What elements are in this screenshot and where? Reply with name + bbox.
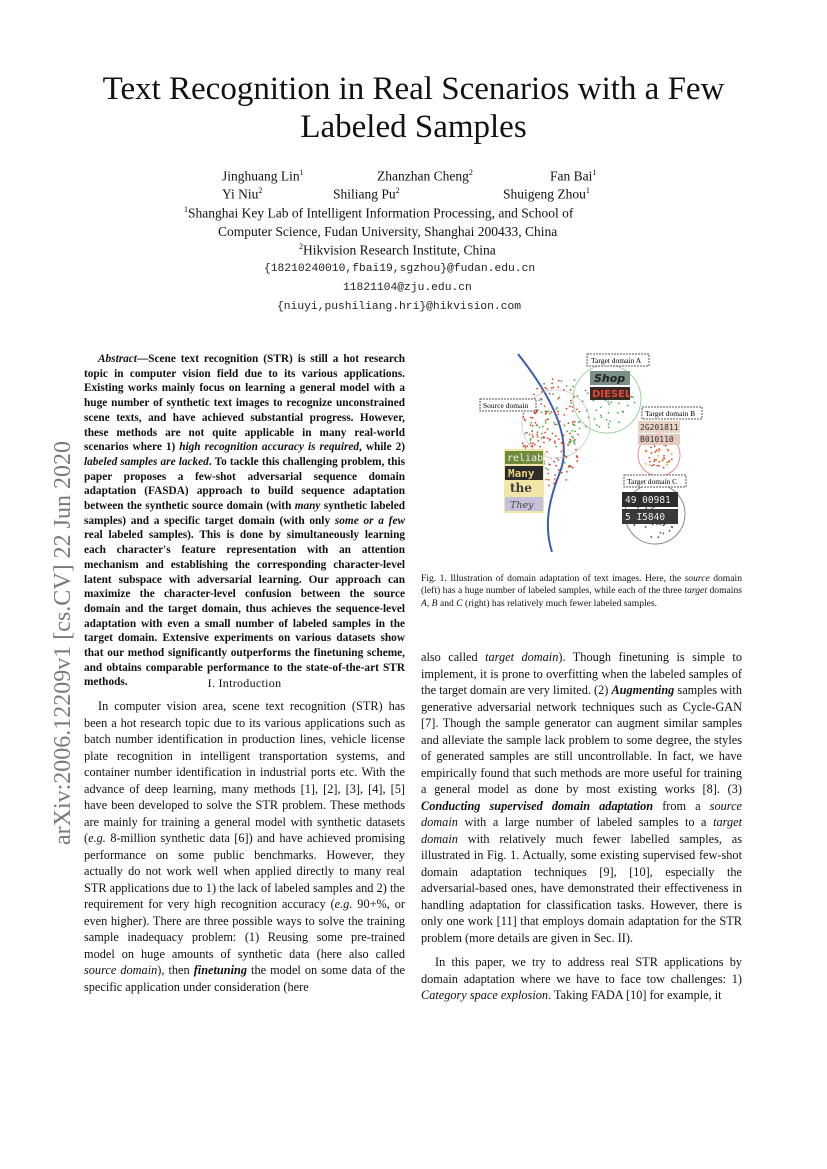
scatter-point (548, 418, 550, 420)
scatter-point (573, 396, 575, 398)
scatter-point (595, 409, 597, 411)
scatter-point (572, 386, 574, 388)
svg-text:49 00981: 49 00981 (625, 495, 671, 506)
scatter-point (549, 439, 551, 441)
scatter-point (541, 411, 543, 413)
scatter-point (563, 389, 565, 391)
scatter-point (559, 421, 561, 423)
scatter-point (558, 438, 560, 440)
scatter-point (554, 411, 556, 413)
scatter-point (531, 434, 533, 436)
scatter-point (588, 417, 590, 419)
scatter-point (552, 433, 554, 435)
scatter-point (660, 532, 662, 534)
scatter-point (607, 401, 609, 403)
scatter-point (532, 425, 534, 427)
scatter-point (578, 421, 580, 423)
scatter-point (544, 405, 546, 407)
scatter-point (553, 483, 555, 485)
scatter-point (662, 459, 664, 461)
scatter-point (558, 380, 560, 382)
scatter-point (662, 524, 664, 526)
abstract-lead: Abstract (98, 353, 137, 365)
figure-1-domain-adaptation (474, 352, 704, 552)
scatter-point (658, 461, 660, 463)
label-source (480, 399, 536, 411)
scatter-point (555, 481, 557, 483)
scatter-point (562, 449, 564, 451)
scatter-point (544, 410, 546, 412)
scatter-point (532, 446, 534, 448)
scatter-point (545, 413, 547, 415)
scatter-point (551, 411, 553, 413)
scatter-point (601, 416, 603, 418)
scatter-point (663, 455, 665, 457)
scatter-point (657, 536, 659, 538)
scatter-point (555, 446, 557, 448)
scatter-point (596, 424, 598, 426)
scatter-point (582, 400, 584, 402)
label-target-b (642, 407, 702, 419)
arxiv-id: arXiv:2006.12209v1 [cs.CV] 22 Jun 2020 (50, 441, 76, 845)
scatter-point (618, 402, 620, 404)
scatter-point (577, 395, 579, 397)
svg-text:the: the (510, 481, 532, 495)
scatter-point (618, 421, 620, 423)
scatter-point (598, 426, 600, 428)
scatter-point (632, 396, 634, 398)
scatter-point (566, 471, 568, 473)
scatter-point (560, 451, 562, 453)
scatter-point (524, 445, 526, 447)
scatter-point (534, 444, 536, 446)
scatter-point (548, 485, 550, 487)
scatter-point (576, 408, 578, 410)
crop-target-a (590, 371, 632, 400)
scatter-point (566, 385, 568, 387)
svg-text:2G201811: 2G201811 (640, 423, 679, 432)
scatter-point (544, 432, 546, 434)
scatter-point (663, 457, 665, 459)
scatter-point (600, 406, 602, 408)
scatter-point (579, 427, 581, 429)
scatter-point (535, 422, 537, 424)
scatter-point (563, 434, 565, 436)
figure-1-illustration (474, 352, 704, 552)
scatter-point (554, 440, 556, 442)
scatter-point (538, 399, 540, 401)
scatter-point (653, 464, 655, 466)
scatter-point (524, 433, 526, 435)
scatter-point (572, 467, 574, 469)
scatter-point (536, 388, 538, 390)
scatter-point (654, 451, 656, 453)
scatter-point (558, 469, 560, 471)
scatter-point (563, 414, 565, 416)
paper-title (60, 70, 767, 146)
scatter-point (587, 392, 589, 394)
scatter-point (545, 468, 547, 470)
svg-text:B010110: B010110 (640, 435, 674, 444)
scatter-point (567, 444, 569, 446)
scatter-point (572, 410, 574, 412)
scatter-point (574, 430, 576, 432)
scatter-point (554, 474, 556, 476)
scatter-point (546, 388, 548, 390)
scatter-point (542, 426, 544, 428)
scatter-point (532, 436, 534, 438)
scatter-point (541, 437, 543, 439)
scatter-point (552, 378, 554, 380)
scatter-point (554, 424, 556, 426)
scatter-point (658, 448, 660, 450)
scatter-point (530, 442, 532, 444)
scatter-point (564, 425, 566, 427)
author-5: Shiliang Pu$^2$ (333, 186, 400, 202)
crop-target-c (622, 492, 678, 524)
scatter-point (565, 479, 567, 481)
svg-text:Source domain: Source domain (483, 401, 529, 410)
scatter-point (523, 418, 525, 420)
figure-1-caption: Fig. 1. Illustration of domain adaptation of text images. Here, the source domain (left) has a huge number of labeled samples, while each of the three target domains A, B and C (right) has relatively much fewer labeled samples. (421, 573, 742, 609)
scatter-point (547, 428, 549, 430)
scatter-point (627, 405, 629, 407)
email-line-2: 11821104@zju.edu.cn (343, 282, 472, 294)
scatter-point (537, 440, 539, 442)
scatter-point (564, 462, 566, 464)
scatter-point (634, 402, 636, 404)
scatter-point (547, 437, 549, 439)
author-2: Zhanzhan Cheng$^2$ (377, 168, 473, 184)
scatter-point (656, 465, 658, 467)
scatter-point (585, 390, 587, 392)
affiliation-2: $^2$Hikvision Research Institute, China (299, 242, 496, 258)
abstract: Abstract—Scene text recognition (STR) is still a hot research topic in computer vision field due to its various applications. Existing works mainly focus on learning a general model with a huge number of synthetic text images to recognize unconstrained scene texts, and have achieved substantial progress. However, these methods are not quite applicable in many real-world scenarios where 1) high recognition accuracy is required, while 2) labeled samples are lacked. To tackle this challenging problem, this paper proposes a few-shot adversarial sequence domain adaptation (FASDA) approach to build sequence adaptation between the synthetic source domain (with many synthetic labeled samples) and a specific target domain (with only some or a few real labeled samples). This is done by simultaneously learning each character's feature representation with an attention mechanism and establishing the corresponding character-level latent subspace with adversarial learning. Our approach can maximize the character-level confusion between the source domain and the target domain, thus achieves the sequence-level adaptation with even a small number of labeled samples in the target domain. Extensive experiments on various datasets show that our method significantly outperforms the finetuning scheme, and obtains comparable performance to the state-of-the-art STR methods. (84, 353, 405, 689)
scatter-point (552, 387, 554, 389)
svg-text:Target domain A: Target domain A (591, 356, 642, 365)
scatter-point (653, 460, 655, 462)
scatter-point (523, 445, 525, 447)
scatter-point (541, 391, 543, 393)
scatter-point (543, 437, 545, 439)
scatter-point (650, 536, 652, 538)
scatter-point (552, 393, 554, 395)
scatter-point (568, 422, 570, 424)
scatter-point (558, 396, 560, 398)
scatter-point (585, 426, 587, 428)
scatter-point (658, 450, 660, 452)
scatter-point (666, 464, 668, 466)
crop-target-b (638, 421, 680, 445)
scatter-point (572, 406, 574, 408)
scatter-point (657, 455, 659, 457)
scatter-point (548, 479, 550, 481)
scatter-point (532, 442, 534, 444)
scatter-point (543, 441, 545, 443)
scatter-point (586, 410, 588, 412)
author-1: Jinghuang Lin$^1$ (222, 168, 304, 184)
scatter-point (608, 423, 610, 425)
scatter-point (541, 433, 543, 435)
svg-text:5 I5840: 5 I5840 (625, 512, 666, 523)
scatter-point (531, 430, 533, 432)
title-line-2: Labeled Samples (300, 109, 527, 145)
scatter-point (668, 460, 670, 462)
scatter-point (541, 399, 543, 401)
label-target-c (624, 475, 686, 487)
intro-right-column: also called target domain). Though finetuning is simple to implement, it is prone to overfitting when the labeled samples of the target domain are very limited. (2) Augmenting samples with generative adversarial network techniques such as Cycle-GAN [7]. Though the sample generator can augment similar samples and alleviate the sample lack problem to some degree, the styles of generated samples are still uncontrollable. In fact, we have empirically found that such methods are more useful for training a general model as done by most existing works [8]. (3) Conducting supervised domain adaptation from a source domain with a large number of labeled samples to a target domain with relatively much fewer labelled samples, as illustrated in Fig. 1. Actually, some existing supervised few-shot domain adaptation techniques [9], [10], especially the adversarial-based ones, have demonstrated their effectiveness in handling adaptation for classification tasks. However, there is only one work [11] that employs domain adaptation for the STR problem (more details are given in Sec. II). In this paper, we try to address real STR applications by domain adaptation where we have to face tow challenges: 1) Category space explosion. Taking FADA [10] for example, it (421, 650, 742, 1002)
scatter-point (566, 408, 568, 410)
scatter-point (561, 472, 563, 474)
scatter-point (553, 422, 555, 424)
scatter-point (529, 434, 531, 436)
scatter-point (566, 430, 568, 432)
scatter-point (547, 469, 549, 471)
scatter-point (532, 417, 534, 419)
scatter-point (551, 387, 553, 389)
scatter-point (575, 449, 577, 451)
scatter-point (536, 434, 538, 436)
scatter-point (561, 442, 563, 444)
scatter-point (576, 460, 578, 462)
scatter-point (572, 437, 574, 439)
scatter-point (574, 421, 576, 423)
scatter-point (667, 448, 669, 450)
scatter-point (649, 464, 651, 466)
scatter-point (545, 420, 547, 422)
scatter-point (554, 442, 556, 444)
scatter-point (666, 461, 668, 463)
scatter-point (594, 418, 596, 420)
scatter-point (610, 401, 612, 403)
scatter-point (608, 426, 610, 428)
scatter-point (549, 393, 551, 395)
scatter-point (651, 465, 653, 467)
scatter-point (557, 414, 559, 416)
scatter-point (537, 431, 539, 433)
scatter-point (560, 380, 562, 382)
scatter-point (541, 388, 543, 390)
scatter-point (522, 416, 524, 418)
scatter-point (538, 427, 540, 429)
email-line-3: {niuyi,pushiliang.hri}@hikvision.com (277, 301, 522, 313)
svg-text:DIESEL: DIESEL (592, 389, 632, 400)
scatter-point (549, 413, 551, 415)
svg-text:reliable: reliable (507, 453, 556, 464)
scatter-point (547, 473, 549, 475)
scatter-point (576, 455, 578, 457)
author-4: Yi Niu$^2$ (222, 186, 263, 202)
scatter-point (645, 463, 647, 465)
scatter-point (608, 403, 610, 405)
scatter-point (525, 447, 527, 449)
affiliation-1-line-1: $^1$Shanghai Key Lab of Intelligent Information Processing, and School of (184, 205, 574, 221)
scatter-point (529, 439, 531, 441)
intro-left-column: In computer vision area, scene text recognition (STR) has been a hot research topic due to its various applications such as batch number identification in production lines, vehicle license plate recognition in intelligent transportation systems, and container number identification in industrial ports etc. With the advance of deep learning, many methods [1], [2], [3], [4], [5] have been developed to solve the STR problem. These methods are mainly for training a general model with synthetic datasets (e.g. 8-million synthetic data [6]) and have achieved promising performance on some public benchmarks. However, they actually do not work well when applied directly to many real STR applications due to 1) the lack of labeled samples and 2) the requirement for very high recognition accuracy (e.g. 90+%, or even higher). There are three possible ways to solve the training sample inadequacy problem: (1) Reusing some pre-trained model on huge amounts of synthetic data (here also called source domain), then finetuning the model on some data of the specific application under consideration (here (84, 699, 406, 994)
scatter-point (527, 445, 529, 447)
scatter-point (572, 423, 574, 425)
scatter-point (543, 383, 545, 385)
email-line-1: {18210240010,fbai19,sgzhou}@fudan.edu.cn (264, 263, 536, 275)
svg-text:Target domain B: Target domain B (645, 409, 696, 418)
crop-source (504, 449, 555, 513)
scatter-point (573, 441, 575, 443)
scatter-point (606, 419, 608, 421)
scatter-point (530, 424, 532, 426)
scatter-point (654, 445, 656, 447)
scatter-point (569, 433, 571, 435)
svg-text:They: They (510, 500, 534, 511)
scatter-point (671, 526, 673, 528)
scatter-point (564, 455, 566, 457)
scatter-point (536, 424, 538, 426)
scatter-point (663, 467, 665, 469)
scatter-point (540, 403, 542, 405)
scatter-point (570, 440, 572, 442)
scatter-point (654, 459, 656, 461)
scatter-point (570, 402, 572, 404)
svg-text:Target domain C: Target domain C (627, 477, 678, 486)
scatter-point (579, 411, 581, 413)
scatter-point (623, 411, 625, 413)
scatter-point (537, 436, 539, 438)
scatter-point (645, 450, 647, 452)
scatter-point (662, 533, 664, 535)
scatter-point (547, 410, 549, 412)
scatter-point (530, 417, 532, 419)
author-3: Fan Bai$^1$ (550, 168, 597, 184)
scatter-point (656, 450, 658, 452)
scatter-point (563, 444, 565, 446)
scatter-point (556, 423, 558, 425)
scatter-point (572, 421, 574, 423)
scatter-point (558, 459, 560, 461)
svg-text:Many: Many (508, 467, 535, 480)
scatter-point (536, 411, 538, 413)
scatter-point (570, 389, 572, 391)
scatter-point (574, 443, 576, 445)
scatter-point (555, 435, 557, 437)
scatter-point (554, 478, 556, 480)
scatter-point (656, 458, 658, 460)
scatter-point (645, 507, 647, 509)
scatter-point (545, 479, 547, 481)
section-heading-introduction: I. Introduction (207, 676, 282, 690)
title-line-1: Text Recognition in Real Scenarios with a Few (102, 71, 725, 107)
author-6: Shuigeng Zhou$^1$ (503, 186, 590, 202)
scatter-point (648, 457, 650, 459)
scatter-point (534, 411, 536, 413)
scatter-point (600, 414, 602, 416)
scatter-point (645, 526, 647, 528)
scatter-point (574, 424, 576, 426)
scatter-point (533, 393, 535, 395)
scatter-point (568, 465, 570, 467)
scatter-point (530, 422, 532, 424)
scatter-point (608, 412, 610, 414)
scatter-point (617, 412, 619, 414)
scatter-point (650, 447, 652, 449)
scatter-point (571, 430, 573, 432)
scatter-point (671, 453, 673, 455)
scatter-point (537, 409, 539, 411)
scatter-point (651, 452, 653, 454)
affiliation-1-line-2: Computer Science, Fudan University, Shanghai 200433, China (218, 224, 558, 239)
label-target-a (587, 354, 649, 366)
svg-text:Shop: Shop (594, 372, 626, 385)
scatter-point (570, 400, 572, 402)
scatter-point (557, 411, 559, 413)
scatter-point (577, 434, 579, 436)
scatter-point (556, 457, 558, 459)
scatter-point (574, 379, 576, 381)
arxiv-stamp (22, 365, 76, 845)
scatter-point (545, 422, 547, 424)
scatter-point (523, 413, 525, 415)
scatter-point (658, 465, 660, 467)
scatter-point (551, 382, 553, 384)
scatter-point (671, 458, 673, 460)
scatter-point (569, 406, 571, 408)
scatter-point (633, 524, 635, 526)
scatter-point (669, 530, 671, 532)
scatter-point (555, 465, 557, 467)
scatter-point (522, 442, 524, 444)
scatter-point (649, 461, 651, 463)
scatter-point (556, 407, 558, 409)
scatter-point (557, 386, 559, 388)
scatter-point (539, 446, 541, 448)
scatter-point (609, 420, 611, 422)
scatter-point (574, 439, 576, 441)
scatter-point (544, 387, 546, 389)
